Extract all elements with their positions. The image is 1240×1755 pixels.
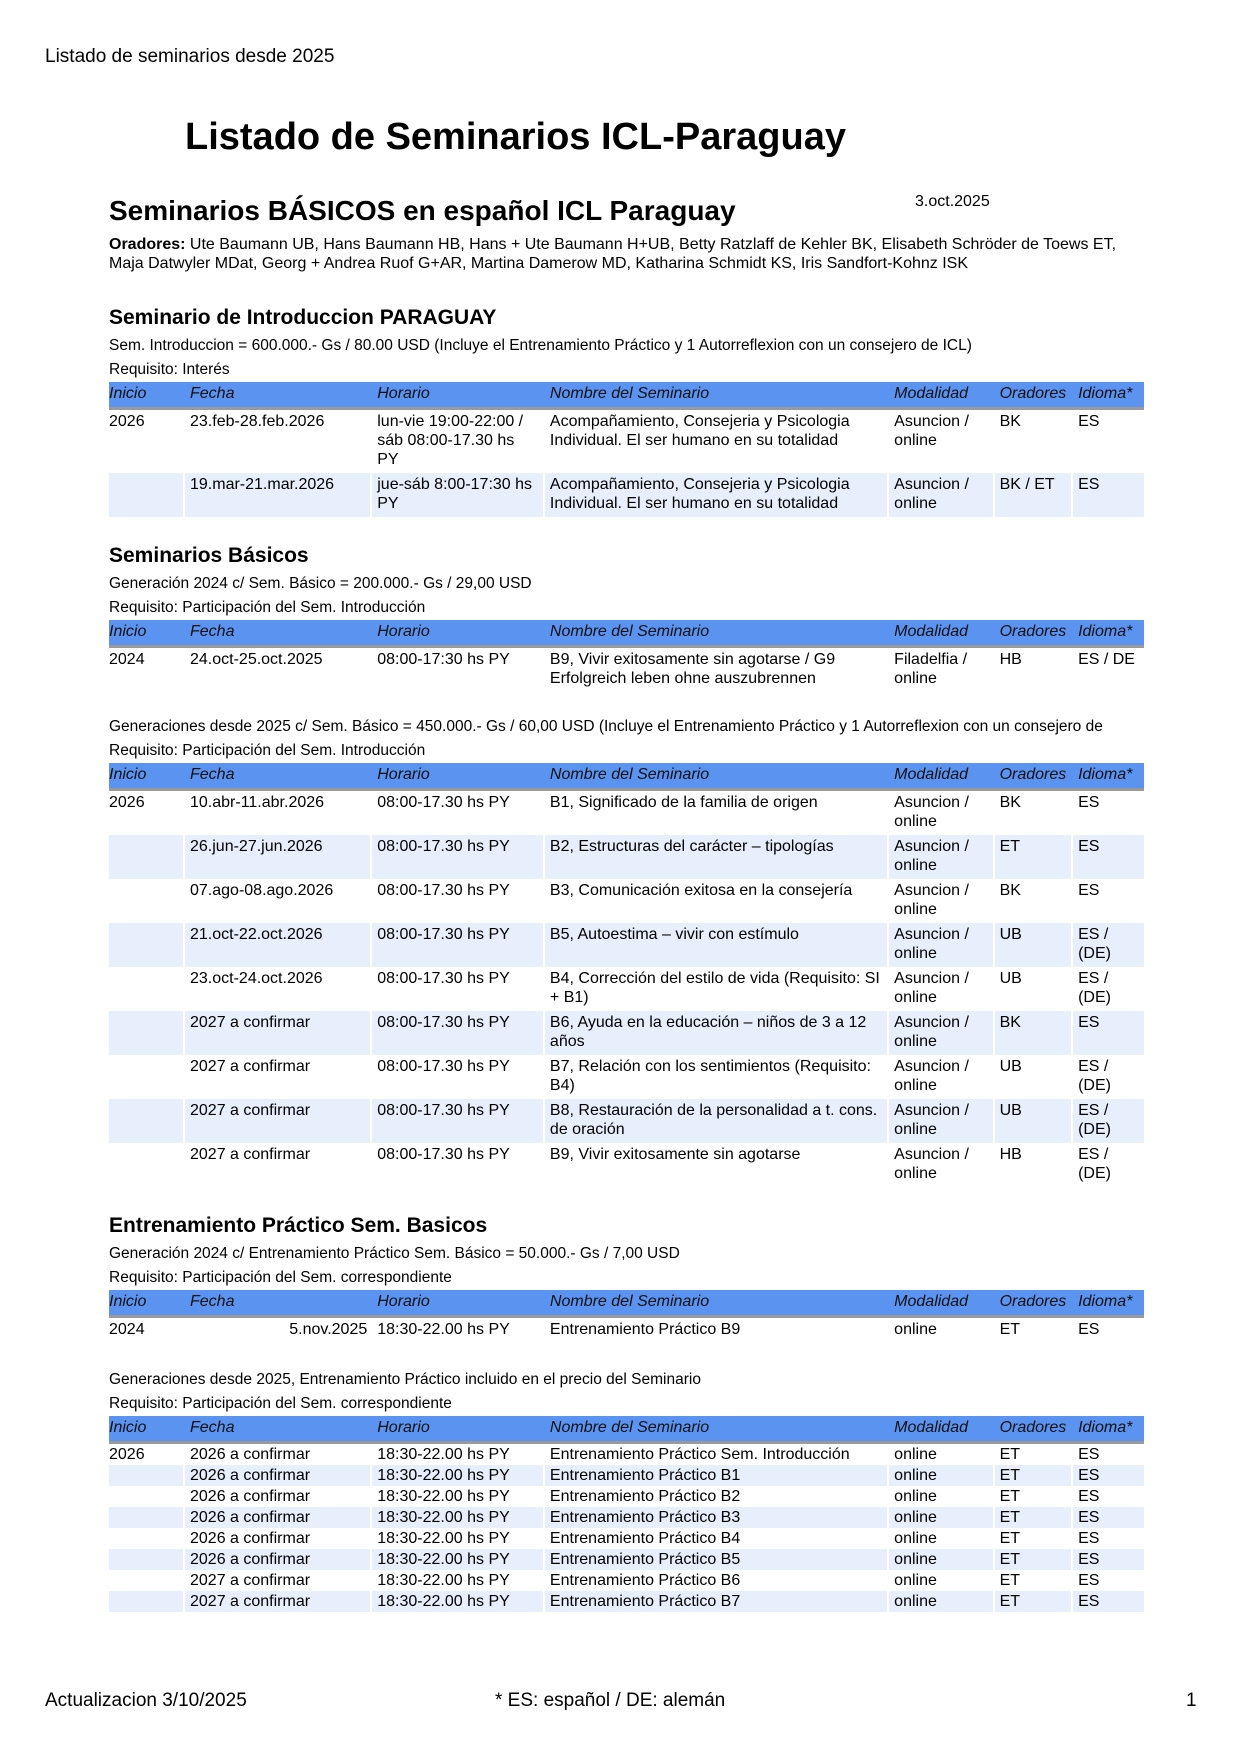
column-header-fecha: Fecha [183,382,370,410]
cell-inicio [109,1486,183,1507]
cell-idioma: ES [1071,473,1144,517]
column-header-fecha: Fecha [183,1416,370,1444]
cell-oradores: UB [993,923,1071,967]
document-date: 3.oct.2025 [915,193,990,210]
column-header-oradores: Oradores [993,763,1071,791]
cell-idioma: ES [1071,791,1144,835]
column-header-horario: Horario [370,1416,543,1444]
cell-nombre: Acompañamiento, Consejeria y Psicologia Individual. El ser humano en su totalidad [543,473,887,517]
table-practico-2024 [109,1290,1144,1343]
intro-requirement: Requisito: Interés [109,361,230,378]
cell-fecha: 2026 a confirmar [183,1507,370,1528]
basicos-requirement-2024: Requisito: Participación del Sem. Introducción [109,599,426,616]
cell-nombre: Entrenamiento Práctico B6 [543,1570,887,1591]
cell-oradores: ET [993,1486,1071,1507]
column-header-nombre: Nombre del Seminario [543,763,887,791]
cell-modalidad: online [887,1570,992,1591]
cell-nombre: B8, Restauración de la personalidad a t. cons. de oración [543,1099,887,1143]
cell-horario: 18:30-22.00 hs PY [370,1528,543,1549]
table-row [109,835,1144,879]
cell-fecha: 2026 a confirmar [183,1465,370,1486]
column-header-oradores: Oradores [993,1290,1071,1318]
cell-horario: 08:00-17.30 hs PY [370,879,543,923]
column-header-modalidad: Modalidad [887,1416,992,1444]
cell-horario: 08:00-17.30 hs PY [370,923,543,967]
cell-oradores: HB [993,648,1071,692]
cell-nombre: Entrenamiento Práctico B2 [543,1486,887,1507]
cell-oradores: BK [993,1011,1071,1055]
table-row [109,1486,1144,1507]
column-header-horario: Horario [370,382,543,410]
basicos-requirement-2025: Requisito: Participación del Sem. Introducción [109,742,426,759]
table-row [109,967,1144,1011]
cell-horario: 08:00-17.30 hs PY [370,967,543,1011]
cell-fecha: 2026 a confirmar [183,1528,370,1549]
cell-inicio: 2026 [109,413,145,430]
cell-oradores: ET [993,1591,1071,1612]
cell-fecha: 2026 a confirmar [183,1444,370,1465]
table-basicos-2025 [109,763,1144,1187]
main-subtitle-block [109,193,1144,229]
table-row [109,1591,1144,1612]
column-header-modalidad: Modalidad [887,382,992,410]
speakers-text: Ute Baumann UB, Hans Baumann HB, Hans + Ute Baumann H+UB, Betty Ratzlaff de Kehler BK, Elisabeth Schröder de Toews ET, Maja Datwyler MDat, Georg + Andrea Ruof G+AR, Martina Damerow MD, Katharina Schmidt KS, Iris Sandfort-Kohnz ISK [109,236,1117,272]
cell-inicio [109,879,183,923]
cell-fecha: 5.nov.2025 [183,1318,370,1343]
cell-inicio [109,1549,183,1570]
cell-nombre: Entrenamiento Práctico B5 [543,1549,887,1570]
column-header-nombre: Nombre del Seminario [543,382,887,410]
cell-horario: 08:00-17.30 hs PY [370,1099,543,1143]
table-row [109,1465,1144,1486]
cell-inicio [109,923,183,967]
cell-inicio [109,835,183,879]
practico-price-2024: Generación 2024 c/ Entrenamiento Práctico Sem. Básico = 50.000.- Gs / 7,00 USD [109,1245,680,1262]
table-row [109,1011,1144,1055]
cell-horario: 18:30-22.00 hs PY [370,1444,543,1465]
cell-modalidad: Asuncion / online [887,879,992,923]
cell-inicio: 2024 [109,651,145,668]
practico-price-2025: Generaciones desde 2025, Entrenamiento Práctico incluido en el precio del Seminario [109,1371,701,1388]
cell-modalidad: online [887,1591,992,1612]
cell-idioma: ES [1071,410,1144,473]
column-header-horario: Horario [370,763,543,791]
cell-idioma: ES [1071,835,1144,879]
cell-modalidad: online [887,1507,992,1528]
cell-nombre: B9, Vivir exitosamente sin agotarse / G9 Erfolgreich leben ohne auszubrennen [543,648,887,692]
cell-oradores: ET [993,1570,1071,1591]
table-row [109,1055,1144,1099]
cell-idioma: ES [1071,1507,1144,1528]
cell-idioma: ES [1071,1486,1144,1507]
table-row [109,1528,1144,1549]
cell-fecha: 2027 a confirmar [183,1011,370,1055]
cell-nombre: B2, Estructuras del carácter – tipologías [543,835,887,879]
cell-idioma: ES [1071,1549,1144,1570]
table-header-row [109,620,1144,648]
cell-nombre: Entrenamiento Práctico B9 [543,1318,887,1343]
table-row [109,1507,1144,1528]
table-row [109,1444,1144,1465]
cell-inicio [109,1591,183,1612]
table-row [109,648,1144,692]
section-title-basicos: Seminarios Básicos [109,544,309,567]
table-row [109,1143,1144,1187]
cell-inicio [109,1055,183,1099]
cell-modalidad: online [887,1486,992,1507]
cell-modalidad: Asuncion / online [887,410,992,473]
column-header-inicio: Inicio [109,763,183,791]
column-header-horario: Horario [370,620,543,648]
cell-oradores: BK [993,410,1071,473]
cell-modalidad: Filadelfia / online [887,648,992,692]
cell-modalidad: Asuncion / online [887,473,992,517]
cell-horario: 08:00-17:30 hs PY [370,648,543,692]
cell-fecha: 2026 a confirmar [183,1486,370,1507]
cell-nombre: Entrenamiento Práctico B4 [543,1528,887,1549]
cell-horario: 08:00-17.30 hs PY [370,791,543,835]
cell-fecha: 2026 a confirmar [183,1549,370,1570]
section-title-practico: Entrenamiento Práctico Sem. Basicos [109,1214,488,1237]
practico-requirement-2024: Requisito: Participación del Sem. correspondiente [109,1269,452,1286]
cell-oradores: UB [993,1055,1071,1099]
column-header-oradores: Oradores [993,382,1071,410]
column-header-modalidad: Modalidad [887,620,992,648]
cell-oradores: ET [993,835,1071,879]
cell-modalidad: Asuncion / online [887,791,992,835]
cell-nombre: Entrenamiento Práctico Sem. Introducción [543,1444,887,1465]
cell-oradores: ET [993,1318,1071,1343]
cell-modalidad: Asuncion / online [887,1099,992,1143]
cell-modalidad: Asuncion / online [887,967,992,1011]
cell-modalidad: online [887,1318,992,1343]
cell-inicio [109,473,183,517]
speakers-list [109,235,1144,273]
cell-nombre: Entrenamiento Práctico B1 [543,1465,887,1486]
column-header-inicio: Inicio [109,1416,183,1444]
cell-oradores: BK [993,791,1071,835]
table-header-row [109,1290,1144,1318]
cell-modalidad: Asuncion / online [887,1011,992,1055]
table-header-row [109,382,1144,410]
cell-idioma: ES [1071,1011,1144,1055]
cell-oradores: ET [993,1465,1071,1486]
cell-inicio [109,1528,183,1549]
cell-modalidad: online [887,1528,992,1549]
cell-horario: 18:30-22.00 hs PY [370,1570,543,1591]
cell-fecha: 07.ago-08.ago.2026 [183,879,370,923]
cell-inicio: 2026 [109,794,145,811]
cell-oradores: UB [993,1099,1071,1143]
column-header-inicio: Inicio [109,1290,183,1318]
cell-inicio: 2026 [109,1446,145,1463]
cell-fecha: 23.feb-28.feb.2026 [183,410,370,473]
cell-idioma: ES / (DE) [1071,1143,1144,1187]
cell-inicio [109,967,183,1011]
cell-modalidad: online [887,1444,992,1465]
cell-oradores: BK [993,879,1071,923]
cell-idioma: ES [1071,1591,1144,1612]
cell-fecha: 24.oct-25.oct.2025 [183,648,370,692]
cell-modalidad: Asuncion / online [887,1143,992,1187]
cell-idioma: ES / (DE) [1071,967,1144,1011]
column-header-fecha: Fecha [183,1290,370,1318]
cell-horario: 18:30-22.00 hs PY [370,1507,543,1528]
section-title-intro: Seminario de Introduccion PARAGUAY [109,306,497,329]
cell-fecha: 2027 a confirmar [183,1591,370,1612]
cell-nombre: B4, Corrección del estilo de vida (Requisito: SI + B1) [543,967,887,1011]
cell-idioma: ES [1071,1570,1144,1591]
cell-fecha: 2027 a confirmar [183,1099,370,1143]
table-practico-2025 [109,1416,1144,1612]
cell-fecha: 10.abr-11.abr.2026 [183,791,370,835]
cell-inicio [109,1507,183,1528]
cell-horario: 08:00-17.30 hs PY [370,1143,543,1187]
table-row [109,410,1144,473]
cell-nombre: B7, Relación con los sentimientos (Requisito: B4) [543,1055,887,1099]
table-row [109,1318,1144,1343]
cell-idioma: ES / DE [1071,648,1144,692]
basicos-price-2024: Generación 2024 c/ Sem. Básico = 200.000.- Gs / 29,00 USD [109,575,532,592]
cell-modalidad: online [887,1465,992,1486]
cell-idioma: ES / (DE) [1071,1055,1144,1099]
column-header-idioma: Idioma* [1071,620,1144,648]
cell-horario: 18:30-22.00 hs PY [370,1591,543,1612]
cell-modalidad: online [887,1549,992,1570]
cell-inicio [109,1099,183,1143]
cell-modalidad: Asuncion / online [887,1055,992,1099]
cell-horario: 18:30-22.00 hs PY [370,1465,543,1486]
column-header-modalidad: Modalidad [887,763,992,791]
table-row [109,1099,1144,1143]
cell-nombre: Entrenamiento Práctico B7 [543,1591,887,1612]
basicos-price-2025: Generaciones desde 2025 c/ Sem. Básico = 450.000.- Gs / 60,00 USD (Incluye el Entrenamiento Práctico y 1 Autorreflexion con un consejero de [109,718,1103,735]
column-header-nombre: Nombre del Seminario [543,620,887,648]
column-header-nombre: Nombre del Seminario [543,1290,887,1318]
cell-horario: 08:00-17.30 hs PY [370,835,543,879]
table-row [109,1570,1144,1591]
cell-fecha: 2027 a confirmar [183,1055,370,1099]
table-basicos-2024 [109,620,1144,692]
column-header-modalidad: Modalidad [887,1290,992,1318]
cell-horario: 18:30-22.00 hs PY [370,1486,543,1507]
cell-oradores: ET [993,1444,1071,1465]
column-header-nombre: Nombre del Seminario [543,1416,887,1444]
cell-oradores: BK / ET [993,473,1071,517]
footer-updated: Actualizacion 3/10/2025 [45,1690,247,1711]
cell-idioma: ES [1071,1318,1144,1343]
main-subtitle: Seminarios BÁSICOS en español ICL Paraguay [109,195,736,226]
column-header-fecha: Fecha [183,620,370,648]
cell-horario: jue-sáb 8:00-17:30 hs PY [370,473,543,517]
cell-oradores: HB [993,1143,1071,1187]
table-header-row [109,763,1144,791]
cell-horario: 18:30-22.00 hs PY [370,1549,543,1570]
cell-fecha: 2027 a confirmar [183,1570,370,1591]
cell-inicio [109,1011,183,1055]
cell-inicio: 2024 [109,1321,145,1338]
column-header-inicio: Inicio [109,620,183,648]
column-header-fecha: Fecha [183,763,370,791]
cell-nombre: B9, Vivir exitosamente sin agotarse [543,1143,887,1187]
cell-oradores: ET [993,1549,1071,1570]
cell-inicio [109,1465,183,1486]
column-header-oradores: Oradores [993,1416,1071,1444]
column-header-idioma: Idioma* [1071,1290,1144,1318]
running-header: Listado de seminarios desde 2025 [45,46,335,67]
page-number: 1 [1186,1690,1197,1711]
cell-idioma: ES / (DE) [1071,923,1144,967]
table-row [109,879,1144,923]
cell-idioma: ES [1071,1528,1144,1549]
table-row [109,791,1144,835]
cell-horario: 08:00-17.30 hs PY [370,1055,543,1099]
speakers-label: Oradores: [109,236,186,253]
cell-fecha: 2027 a confirmar [183,1143,370,1187]
cell-oradores: UB [993,967,1071,1011]
cell-fecha: 26.jun-27.jun.2026 [183,835,370,879]
intro-price: Sem. Introduccion = 600.000.- Gs / 80.00 USD (Incluye el Entrenamiento Práctico y 1 Autorreflexion con un consejero de ICL) [109,337,972,354]
cell-nombre: Acompañamiento, Consejeria y Psicologia Individual. El ser humano en su totalidad [543,410,887,473]
column-header-horario: Horario [370,1290,543,1318]
table-row [109,923,1144,967]
cell-modalidad: Asuncion / online [887,923,992,967]
cell-idioma: ES [1071,1444,1144,1465]
cell-oradores: ET [993,1528,1071,1549]
cell-oradores: ET [993,1507,1071,1528]
column-header-inicio: Inicio [109,382,183,410]
cell-nombre: B3, Comunicación exitosa en la consejería [543,879,887,923]
cell-fecha: 19.mar-21.mar.2026 [183,473,370,517]
cell-idioma: ES [1071,879,1144,923]
cell-fecha: 23.oct-24.oct.2026 [183,967,370,1011]
cell-horario: 08:00-17.30 hs PY [370,1011,543,1055]
column-header-oradores: Oradores [993,620,1071,648]
cell-nombre: B1, Significado de la familia de origen [543,791,887,835]
cell-idioma: ES [1071,1465,1144,1486]
cell-horario: lun-vie 19:00-22:00 / sáb 08:00-17.30 hs PY [370,410,543,473]
table-header-row [109,1416,1144,1444]
page-title: Listado de Seminarios ICL-Paraguay [185,116,846,158]
table-intro [109,382,1144,517]
cell-horario: 18:30-22.00 hs PY [370,1318,543,1343]
cell-nombre: B6, Ayuda en la educación – niños de 3 a 12 años [543,1011,887,1055]
column-header-idioma: Idioma* [1071,1416,1144,1444]
column-header-idioma: Idioma* [1071,382,1144,410]
footer-language-legend: * ES: español / DE: alemán [495,1690,726,1711]
table-row [109,1549,1144,1570]
cell-inicio [109,1143,183,1187]
main-content [109,193,1144,1612]
cell-nombre: B5, Autoestima – vivir con estímulo [543,923,887,967]
column-header-idioma: Idioma* [1071,763,1144,791]
practico-requirement-2025: Requisito: Participación del Sem. correspondiente [109,1395,452,1412]
cell-idioma: ES / (DE) [1071,1099,1144,1143]
cell-nombre: Entrenamiento Práctico B3 [543,1507,887,1528]
table-row [109,473,1144,517]
cell-inicio [109,1570,183,1591]
cell-fecha: 21.oct-22.oct.2026 [183,923,370,967]
cell-modalidad: Asuncion / online [887,835,992,879]
